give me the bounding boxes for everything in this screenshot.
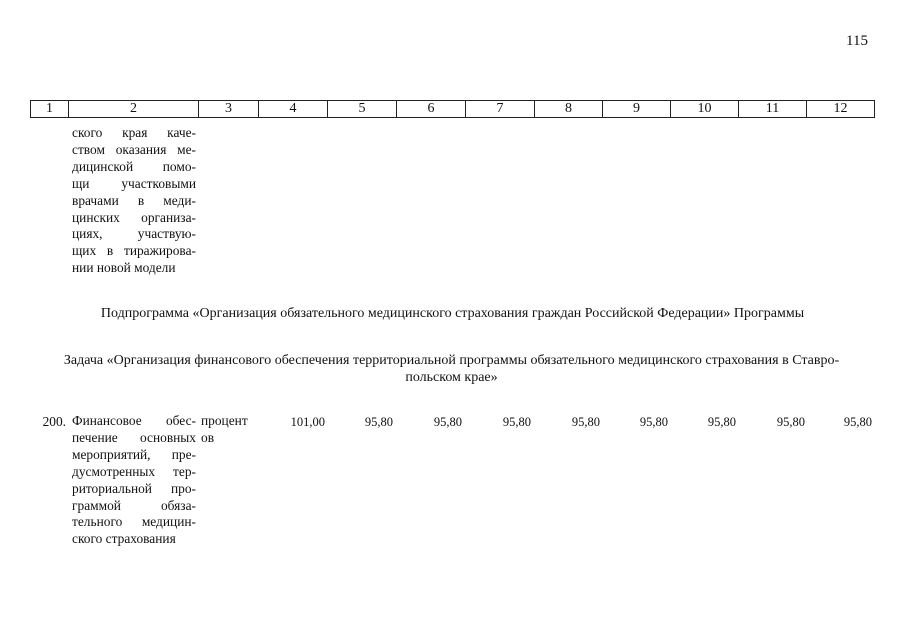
row-number: 200. [42, 414, 66, 429]
text-line: цинских организа- [72, 209, 196, 225]
text-line: циях, участвую- [72, 226, 196, 242]
value-col-11: 95,80 [776, 415, 805, 429]
text-line: щих в тиражирова- [72, 243, 196, 259]
col-header-1: 1 [31, 101, 69, 117]
col-header-5: 5 [328, 101, 397, 117]
value-col-10: 95,80 [707, 415, 736, 429]
col-header-4: 4 [259, 101, 328, 117]
text-line: печение основных [72, 429, 196, 445]
task-heading-line-2: польском крае» [405, 370, 498, 385]
text-line: Финансовое обес- [72, 413, 196, 428]
text-line: граммой обяза- [72, 497, 196, 513]
text-line: ского страхования [72, 531, 176, 547]
value-col-5: 95,80 [364, 415, 393, 429]
subprogram-heading: Подпрограмма «Организация обязательного медицинского страхования граждан Российской Федерации» Программы [100, 306, 805, 321]
text-line: врачами в меди- [72, 192, 196, 208]
text-line: нии новой модели [72, 260, 176, 276]
table-header-row [30, 100, 875, 118]
col-header-7: 7 [466, 101, 535, 117]
value-col-4: 101,00 [290, 415, 325, 429]
indicator-name [72, 413, 196, 548]
col-header-12: 12 [833, 101, 848, 116]
text-line: процент [201, 413, 248, 428]
text-line: дусмотренных тер- [72, 463, 196, 479]
col-header-8: 8 [535, 101, 603, 117]
col-header-6: 6 [397, 101, 466, 117]
col-header-9: 9 [603, 101, 671, 117]
value-col-7: 95,80 [502, 415, 531, 429]
text-line: риториальной про- [72, 480, 196, 496]
value-col-8: 95,80 [571, 415, 600, 429]
text-line: ского края каче- [72, 125, 196, 140]
col-header-3: 3 [199, 101, 259, 117]
col-header-2: 2 [69, 101, 199, 117]
task-heading [20, 352, 883, 386]
col-header-10: 10 [671, 101, 739, 117]
text-line: щи участковыми [72, 175, 196, 191]
continuation-text [72, 125, 196, 277]
text-line: мероприятий, пре- [72, 446, 196, 462]
value-col-9: 95,80 [639, 415, 668, 429]
text-line: ов [201, 429, 215, 445]
text-line: тельного медицин- [72, 514, 196, 530]
task-heading-line-1: Задача «Организация финансового обеспечения территориальной программы обязательного медицинского страхования в Ставро- [63, 353, 840, 368]
page-number: 115 [846, 33, 868, 49]
value-col-12: 95,80 [843, 415, 872, 429]
text-line: ством оказания ме- [72, 141, 196, 157]
text-line: дицинской помо- [72, 158, 196, 174]
unit-of-measure [201, 413, 261, 447]
value-col-6: 95,80 [433, 415, 462, 429]
col-header-11: 11 [739, 101, 807, 117]
